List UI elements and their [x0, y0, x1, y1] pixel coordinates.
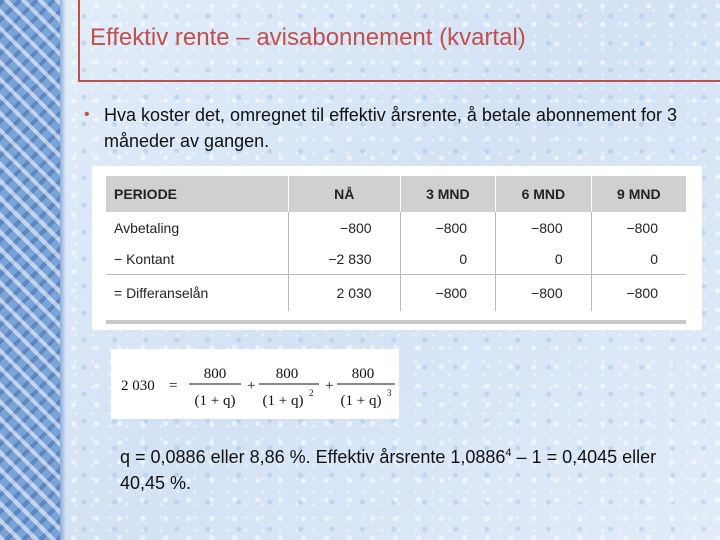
table-header-row [106, 176, 686, 212]
fraction-exponent: 2 [309, 388, 314, 398]
column-header: 3 MND [400, 176, 496, 212]
equation-lhs: 2 030 [121, 378, 155, 394]
table-bottom-rule [106, 320, 686, 324]
table-cell: Avbetaling [114, 219, 180, 236]
table-cell: = Differanselån [106, 275, 288, 312]
decorative-side-strip [0, 0, 60, 540]
fraction-numerator: 800 [203, 366, 227, 382]
result-text-part1: q = 0,0886 eller 8,86 %. Effektiv årsrente 1,0886 [120, 447, 506, 467]
table-cell: 0 [400, 243, 496, 275]
column-header: PERIODE [106, 176, 288, 212]
column-header: NÅ [288, 176, 400, 212]
table-cell: −800 [288, 212, 400, 243]
table-cell: −800 [400, 275, 496, 312]
table-cell: 0 [591, 243, 686, 275]
column-header: 9 MND [591, 176, 686, 212]
title-horizontal-rule [78, 80, 720, 82]
column-header: 6 MND [496, 176, 592, 212]
table-cell: −800 [496, 275, 592, 312]
result-exponent: 4 [505, 447, 512, 459]
table-cell: − Kontant [114, 250, 175, 267]
table-cell: −800 [496, 212, 592, 243]
table-cell: −800 [591, 212, 686, 243]
fraction-denominator: (1 + q) [262, 393, 304, 409]
table-row [106, 243, 686, 275]
table-cell: 2 030 [288, 275, 400, 312]
fraction-numerator: 800 [351, 366, 375, 382]
equation-plus: + [247, 378, 256, 394]
table-row [106, 275, 686, 312]
table-cell: −800 [400, 212, 496, 243]
fraction-numerator: 800 [275, 366, 299, 382]
bullet-text: Hva koster det, omregnet til effektiv årsrente, å betale abonnement for 3 måneder av gangen. [104, 105, 677, 151]
table-row [106, 212, 686, 243]
title-vertical-rule [78, 0, 80, 82]
table-cell: 0 [496, 243, 592, 275]
bullet-icon: • [84, 106, 90, 123]
equation-equals: = [169, 378, 178, 394]
table-cell: −2 830 [288, 243, 400, 275]
fraction-exponent: 3 [387, 388, 392, 398]
equation-panel [111, 349, 399, 419]
result-text-part2: – 1 = 0,4045 eller 40,45 %. [120, 447, 657, 493]
cashflow-table [106, 176, 686, 311]
result-paragraph [120, 440, 690, 496]
fraction-denominator: (1 + q) [340, 393, 382, 409]
table-cell: −800 [591, 275, 686, 312]
slide-title: Effektiv rente – avisabonnement (kvartal) [90, 24, 526, 51]
fraction-denominator: (1 + q) [194, 393, 236, 409]
side-strip-shadow [60, 0, 66, 540]
bullet-item [84, 102, 684, 154]
equation [111, 349, 399, 419]
cashflow-table-panel [92, 166, 702, 330]
equation-plus: + [325, 378, 334, 394]
